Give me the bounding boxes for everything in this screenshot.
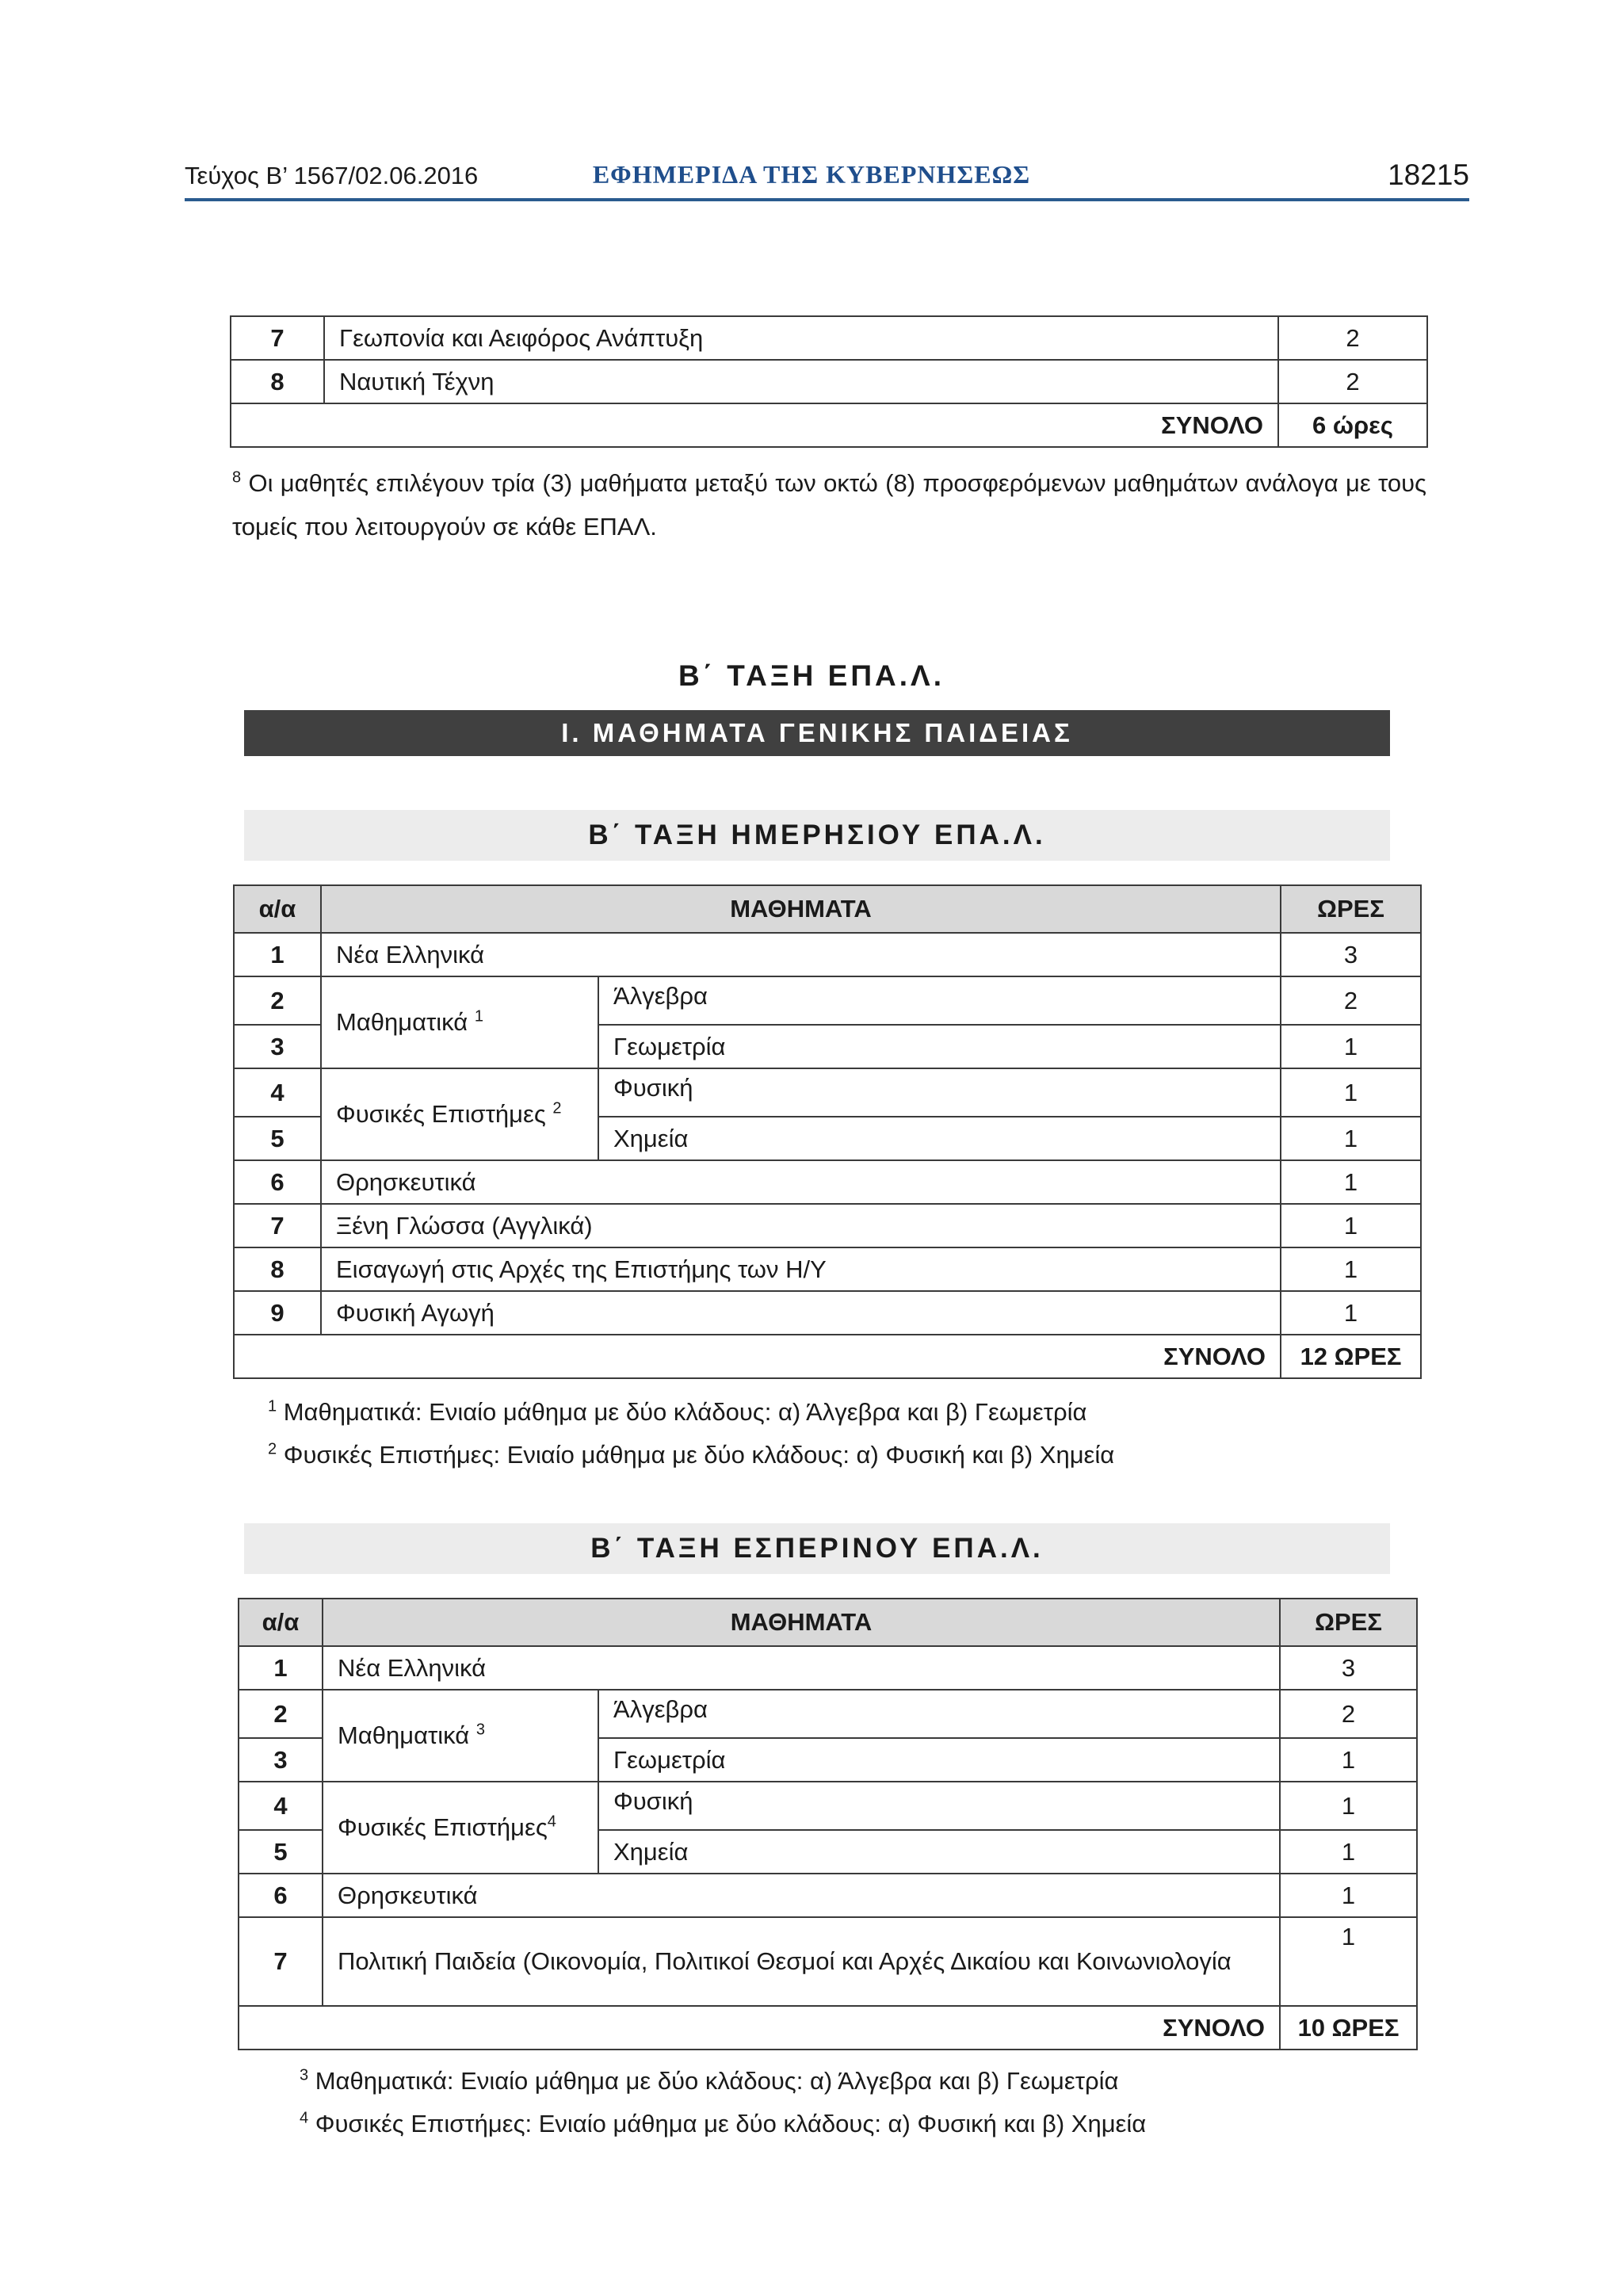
col-header-subjects: ΜΑΘΗΜΑΤΑ: [321, 885, 1281, 933]
table-row: [234, 1204, 1421, 1247]
footnote-2: [268, 1433, 1114, 1477]
footnote-4: [300, 2102, 1146, 2145]
row-number: 7: [231, 316, 324, 360]
footnote-ref: 4: [547, 1813, 556, 1831]
science-subject-cell: [323, 1782, 598, 1874]
footnote-8: [232, 461, 1426, 548]
branch-cell: Χημεία: [598, 1117, 1281, 1160]
table-row: [239, 1782, 1417, 1830]
row-number: 2: [234, 976, 321, 1025]
hours-cell: 2: [1278, 360, 1427, 403]
total-value: 12 ΩΡΕΣ: [1281, 1335, 1421, 1378]
subject-cell: Γεωπονία και Αειφόρος Ανάπτυξη: [324, 316, 1278, 360]
footnote-ref: 1: [474, 1007, 483, 1026]
hours-cell: 1: [1281, 1025, 1421, 1068]
subject-cell: Νέα Ελληνικά: [323, 1646, 1280, 1690]
footnote-text: Μαθηματικά: Ενιαίο μάθημα με δύο κλάδους: α) Άλγεβρα και β) Γεωμετρία: [277, 1398, 1087, 1426]
branch-cell: Άλγεβρα: [598, 976, 1281, 1025]
footnote-mark: 8: [232, 468, 242, 487]
subject-label: Φυσικές Επιστήμες: [338, 1813, 548, 1841]
row-number: 1: [239, 1646, 323, 1690]
hours-cell: 1: [1281, 1160, 1421, 1204]
subject-label: Μαθηματικά: [336, 1008, 468, 1036]
hours-cell: 1: [1281, 1291, 1421, 1335]
general-subjects-banner: Ι. ΜΑΘΗΜΑΤΑ ΓΕΝΙΚΗΣ ΠΑΙΔΕΙΑΣ: [244, 710, 1390, 756]
hours-cell: 3: [1281, 933, 1421, 976]
subject-cell: Πολιτική Παιδεία (Οικονομία, Πολιτικοί Θεσμοί και Αρχές Δικαίου και Κοινωνιολογία: [323, 1917, 1280, 2006]
subject-label: Μαθηματικά: [338, 1721, 470, 1749]
footnote-ref: 2: [552, 1099, 562, 1117]
col-header-num: α/α: [239, 1599, 323, 1646]
subject-cell: Ξένη Γλώσσα (Αγγλικά): [321, 1204, 1281, 1247]
footnote-text: Φυσικές Επιστήμες: Ενιαίο μάθημα με δύο κλάδους: α) Φυσική και β) Χημεία: [277, 1441, 1115, 1469]
hours-cell: 1: [1281, 1204, 1421, 1247]
table-row: [239, 1917, 1417, 2006]
footnote-text: Οι μαθητές επιλέγουν τρία (3) μαθήματα μεταξύ των οκτώ (8) προσφερόμενων μαθημάτων ανάλογα με τους τομείς που λειτουργούν σε κάθε ΕΠΑΛ.: [232, 469, 1426, 541]
row-number: 6: [234, 1160, 321, 1204]
subject-cell: Φυσική Αγωγή: [321, 1291, 1281, 1335]
hours-cell: 1: [1280, 1782, 1417, 1830]
branch-cell: Φυσική: [598, 1782, 1280, 1830]
col-header-hours: ΩΡΕΣ: [1281, 885, 1421, 933]
footnote-text: Μαθηματικά: Ενιαίο μάθημα με δύο κλάδους: α) Άλγεβρα και β) Γεωμετρία: [308, 2067, 1119, 2095]
total-value: 10 ΩΡΕΣ: [1280, 2006, 1417, 2050]
hours-cell: 1: [1280, 1874, 1417, 1917]
table-row: [234, 1247, 1421, 1291]
footnote-mark: 1: [268, 1397, 277, 1415]
total-label: ΣΥΝΟΛΟ: [231, 403, 1278, 447]
footnote-3: [300, 2059, 1118, 2103]
hours-cell: 1: [1281, 1117, 1421, 1160]
hours-cell: 1: [1280, 1830, 1417, 1874]
footnote-1: [268, 1390, 1086, 1434]
footnote-mark: 2: [268, 1440, 277, 1458]
table-row: [234, 1160, 1421, 1204]
row-number: 3: [234, 1025, 321, 1068]
branch-cell: Γεωμετρία: [598, 1738, 1280, 1782]
table-header-row: [234, 885, 1421, 933]
row-number: 7: [234, 1204, 321, 1247]
row-number: 5: [239, 1830, 323, 1874]
branch-cell: Γεωμετρία: [598, 1025, 1281, 1068]
row-number: 4: [239, 1782, 323, 1830]
subject-cell: Θρησκευτικά: [323, 1874, 1280, 1917]
hours-cell: 2: [1280, 1690, 1417, 1738]
row-number: 1: [234, 933, 321, 976]
subject-cell: Νέα Ελληνικά: [321, 933, 1281, 976]
hours-cell: 1: [1280, 1738, 1417, 1782]
issue-label: Τεύχος Β’ 1567/02.06.2016: [185, 162, 479, 189]
total-row: [231, 403, 1427, 447]
table-row: [239, 1690, 1417, 1738]
math-subject-cell: [323, 1690, 598, 1782]
col-header-hours: ΩΡΕΣ: [1280, 1599, 1417, 1646]
row-number: 8: [234, 1247, 321, 1291]
evening-school-table: [238, 1598, 1418, 2050]
hours-cell: 3: [1280, 1646, 1417, 1690]
branch-cell: Φυσική: [598, 1068, 1281, 1117]
row-number: 8: [231, 360, 324, 403]
table-row: [234, 1068, 1421, 1117]
subject-cell: Ναυτική Τέχνη: [324, 360, 1278, 403]
row-number: 6: [239, 1874, 323, 1917]
total-row: [239, 2006, 1417, 2050]
row-number: 5: [234, 1117, 321, 1160]
hours-cell: 2: [1278, 316, 1427, 360]
header-rule: [185, 198, 1469, 201]
hours-cell: 1: [1281, 1068, 1421, 1117]
row-number: 7: [239, 1917, 323, 2006]
col-header-subjects: ΜΑΘΗΜΑΤΑ: [323, 1599, 1280, 1646]
hours-cell: 1: [1280, 1917, 1417, 2006]
hours-cell: 2: [1281, 976, 1421, 1025]
class-title: Β΄ ΤΑΞΗ ΕΠΑ.Λ.: [678, 659, 945, 692]
total-row: [234, 1335, 1421, 1378]
footnote-mark: 4: [300, 2109, 309, 2127]
table-row: [239, 1646, 1417, 1690]
evening-school-title: Β΄ ΤΑΞΗ ΕΣΠΕΡΙΝΟΥ ΕΠΑ.Λ.: [244, 1523, 1390, 1574]
row-number: 2: [239, 1690, 323, 1738]
table-row: [231, 360, 1427, 403]
table-row: [239, 1874, 1417, 1917]
day-school-title: Β΄ ΤΑΞΗ ΗΜΕΡΗΣΙΟΥ ΕΠΑ.Λ.: [244, 810, 1390, 861]
col-header-num: α/α: [234, 885, 321, 933]
subject-cell: Θρησκευτικά: [321, 1160, 1281, 1204]
table-row: [234, 933, 1421, 976]
footnote-text: Φυσικές Επιστήμες: Ενιαίο μάθημα με δύο κλάδους: α) Φυσική και β) Χημεία: [308, 2110, 1147, 2137]
day-school-table: [233, 884, 1422, 1379]
table-row: [231, 316, 1427, 360]
science-subject-cell: [321, 1068, 598, 1160]
table-row: [234, 976, 1421, 1025]
row-number: 4: [234, 1068, 321, 1117]
footnote-ref: 3: [475, 1721, 485, 1739]
continuation-table: [230, 315, 1428, 448]
subject-cell: Εισαγωγή στις Αρχές της Επιστήμης των Η/Υ: [321, 1247, 1281, 1291]
total-label: ΣΥΝΟΛΟ: [239, 2006, 1280, 2050]
footnote-mark: 3: [300, 2066, 309, 2084]
branch-cell: Χημεία: [598, 1830, 1280, 1874]
total-value: 6 ώρες: [1278, 403, 1427, 447]
total-label: ΣΥΝΟΛΟ: [234, 1335, 1281, 1378]
row-number: 9: [234, 1291, 321, 1335]
subject-label: Φυσικές Επιστήμες: [336, 1100, 546, 1128]
table-row: [234, 1291, 1421, 1335]
branch-cell: Άλγεβρα: [598, 1690, 1280, 1738]
row-number: 3: [239, 1738, 323, 1782]
table-header-row: [239, 1599, 1417, 1646]
newspaper-title: ΕΦΗΜΕΡΙΔΑ ΤΗΣ ΚΥΒΕΡΝΗΣΕΩΣ: [592, 160, 1031, 189]
math-subject-cell: [321, 976, 598, 1068]
hours-cell: 1: [1281, 1247, 1421, 1291]
page-number: 18215: [1388, 159, 1469, 191]
